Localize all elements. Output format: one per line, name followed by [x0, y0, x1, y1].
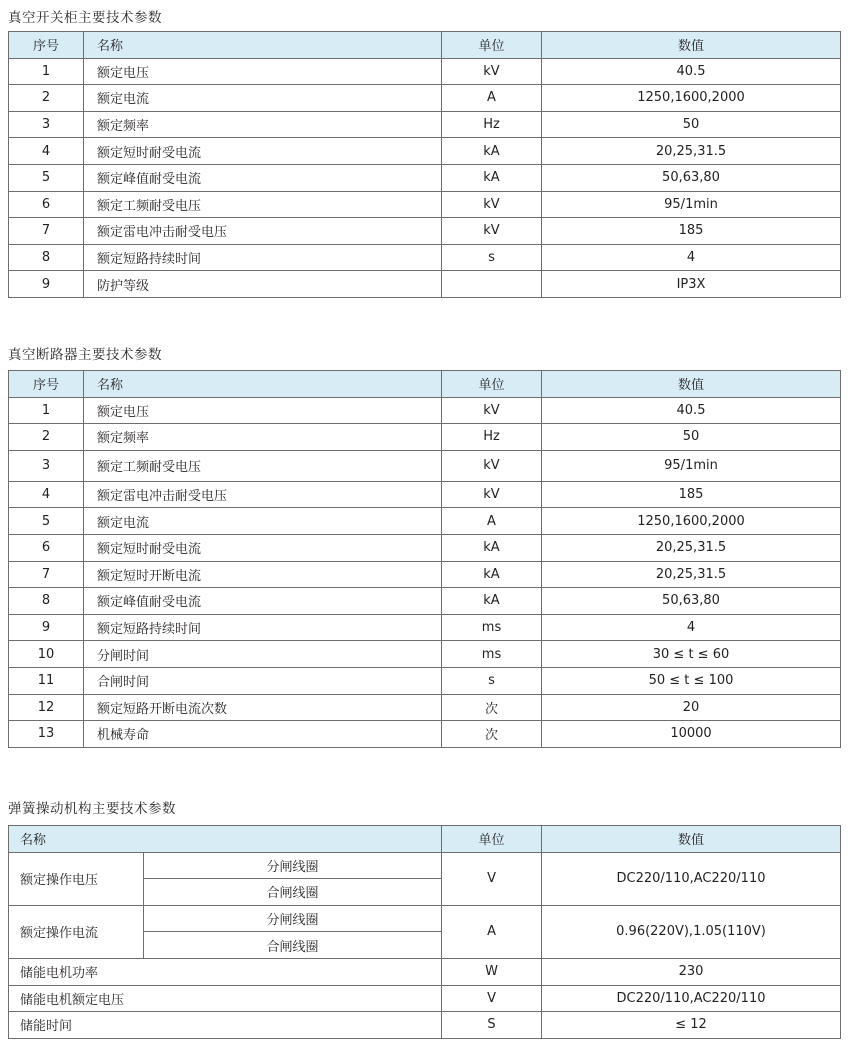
param-name: 额定电压: [84, 397, 442, 424]
header-name: 名称: [84, 32, 442, 59]
header-index: 序号: [9, 371, 84, 398]
table-row: [9, 641, 841, 668]
param-name: 额定电压: [84, 58, 442, 85]
param-unit: ms: [442, 641, 542, 668]
table-row-operating-current-opening: [9, 905, 841, 932]
param-index: 8: [9, 244, 84, 271]
table-header-row: [9, 371, 841, 398]
param-name: 额定峰值耐受电流: [84, 588, 442, 615]
param-name: 储能电机额定电压: [9, 985, 442, 1012]
param-index: 2: [9, 424, 84, 451]
param-unit: V: [442, 985, 542, 1012]
opening-coil-label: 分闸线圈: [144, 905, 442, 932]
table-row: [9, 271, 841, 298]
param-name: 机械寿命: [84, 721, 442, 748]
param-value: DC220/110,AC220/110: [542, 985, 841, 1012]
table-row: [9, 958, 841, 985]
param-unit: s: [442, 667, 542, 694]
table-row: [9, 397, 841, 424]
table-row: [9, 58, 841, 85]
table-row: [9, 534, 841, 561]
table-row: [9, 614, 841, 641]
table-row-operating-voltage-opening: [9, 852, 841, 879]
param-index: 11: [9, 667, 84, 694]
header-value: 数值: [542, 371, 841, 398]
param-index: 12: [9, 694, 84, 721]
param-unit: Hz: [442, 111, 542, 138]
header-index: 序号: [9, 32, 84, 59]
param-index: 10: [9, 641, 84, 668]
param-value: 230: [542, 958, 841, 985]
param-index: 3: [9, 111, 84, 138]
param-value: 20: [542, 694, 841, 721]
param-index: 7: [9, 561, 84, 588]
table-row: [9, 191, 841, 218]
param-value: 1250,1600,2000: [542, 85, 841, 112]
param-unit: kA: [442, 164, 542, 191]
param-name: 额定峰值耐受电流: [84, 164, 442, 191]
param-name: 防护等级: [84, 271, 442, 298]
param-name: 额定短时耐受电流: [84, 138, 442, 165]
param-unit: kA: [442, 561, 542, 588]
param-value: 50: [542, 424, 841, 451]
table-header-row: [9, 32, 841, 59]
param-name: 额定短时耐受电流: [84, 534, 442, 561]
param-unit: 次: [442, 694, 542, 721]
switchgear-parameters-table: [8, 31, 841, 298]
param-value: 50,63,80: [542, 164, 841, 191]
table-row: [9, 138, 841, 165]
param-value: 20,25,31.5: [542, 534, 841, 561]
param-unit: Hz: [442, 424, 542, 451]
param-name: 额定频率: [84, 424, 442, 451]
param-value: 40.5: [542, 397, 841, 424]
header-name: 名称: [9, 826, 442, 853]
param-unit: kV: [442, 481, 542, 508]
param-value: 1250,1600,2000: [542, 508, 841, 535]
table-header-row: [9, 826, 841, 853]
closing-coil-label: 合闸线圈: [144, 879, 442, 906]
param-value: 40.5: [542, 58, 841, 85]
table-row: [9, 85, 841, 112]
param-index: 9: [9, 271, 84, 298]
param-unit: kA: [442, 138, 542, 165]
header-name: 名称: [84, 371, 442, 398]
param-name: 储能电机功率: [9, 958, 442, 985]
table-row: [9, 694, 841, 721]
param-unit: S: [442, 1012, 542, 1039]
table-row: [9, 721, 841, 748]
header-unit: 单位: [442, 32, 542, 59]
param-index: 2: [9, 85, 84, 112]
operating-current-value: 0.96(220V),1.05(110V): [542, 905, 841, 958]
header-unit: 单位: [442, 371, 542, 398]
table-row: [9, 1012, 841, 1039]
param-name: 额定电流: [84, 85, 442, 112]
param-value: 95/1min: [542, 191, 841, 218]
param-name: 额定工频耐受电压: [84, 191, 442, 218]
param-index: 7: [9, 218, 84, 245]
table-row: [9, 561, 841, 588]
param-name: 分闸时间: [84, 641, 442, 668]
table-row: [9, 218, 841, 245]
param-name: 额定工频耐受电压: [84, 450, 442, 481]
param-unit: kA: [442, 534, 542, 561]
param-name: 额定电流: [84, 508, 442, 535]
param-index: 6: [9, 534, 84, 561]
param-unit: W: [442, 958, 542, 985]
param-unit: kV: [442, 397, 542, 424]
param-unit: A: [442, 85, 542, 112]
table-row: [9, 164, 841, 191]
table-row: [9, 424, 841, 451]
param-index: 4: [9, 481, 84, 508]
param-name: 额定短路持续时间: [84, 244, 442, 271]
table-row: [9, 508, 841, 535]
operating-voltage-value: DC220/110,AC220/110: [542, 852, 841, 905]
param-index: 9: [9, 614, 84, 641]
param-unit: kV: [442, 58, 542, 85]
param-unit: kV: [442, 191, 542, 218]
param-value: 50 ≤ t ≤ 100: [542, 667, 841, 694]
table-row: [9, 588, 841, 615]
table-row: [9, 111, 841, 138]
param-index: 6: [9, 191, 84, 218]
operating-current-name: 额定操作电流: [9, 905, 144, 958]
param-value: 4: [542, 614, 841, 641]
param-value: 185: [542, 481, 841, 508]
param-index: 1: [9, 397, 84, 424]
operating-voltage-unit: V: [442, 852, 542, 905]
table-row: [9, 450, 841, 481]
param-unit: 次: [442, 721, 542, 748]
closing-coil-label: 合闸线圈: [144, 932, 442, 959]
param-name: 额定频率: [84, 111, 442, 138]
param-name: 额定雷电冲击耐受电压: [84, 218, 442, 245]
param-value: 185: [542, 218, 841, 245]
param-value: 20,25,31.5: [542, 138, 841, 165]
operating-voltage-name: 额定操作电压: [9, 852, 144, 905]
param-index: 5: [9, 164, 84, 191]
header-value: 数值: [542, 32, 841, 59]
param-name: 合闸时间: [84, 667, 442, 694]
section-title-switchgear: 真空开关柜主要技术参数: [8, 10, 162, 26]
table-row: [9, 481, 841, 508]
section-title-mechanism: 弹簧操动机构主要技术参数: [8, 801, 176, 817]
param-index: 8: [9, 588, 84, 615]
param-unit: kV: [442, 218, 542, 245]
param-name: 额定雷电冲击耐受电压: [84, 481, 442, 508]
table-row: [9, 667, 841, 694]
param-value: 30 ≤ t ≤ 60: [542, 641, 841, 668]
param-name: 额定短时开断电流: [84, 561, 442, 588]
param-unit: ms: [442, 614, 542, 641]
header-unit: 单位: [442, 826, 542, 853]
param-unit: [442, 271, 542, 298]
param-value: 10000: [542, 721, 841, 748]
param-value: ≤ 12: [542, 1012, 841, 1039]
param-unit: A: [442, 508, 542, 535]
param-value: 4: [542, 244, 841, 271]
param-index: 1: [9, 58, 84, 85]
operating-current-unit: A: [442, 905, 542, 958]
breaker-parameters-table: [8, 370, 841, 748]
param-unit: s: [442, 244, 542, 271]
opening-coil-label: 分闸线圈: [144, 852, 442, 879]
table-row: [9, 244, 841, 271]
param-index: 4: [9, 138, 84, 165]
param-unit: kA: [442, 588, 542, 615]
param-name: 储能时间: [9, 1012, 442, 1039]
param-index: 13: [9, 721, 84, 748]
param-index: 3: [9, 450, 84, 481]
param-unit: kV: [442, 450, 542, 481]
param-name: 额定短路开断电流次数: [84, 694, 442, 721]
param-value: 50,63,80: [542, 588, 841, 615]
param-value: 20,25,31.5: [542, 561, 841, 588]
table-row: [9, 985, 841, 1012]
param-value: IP3X: [542, 271, 841, 298]
mechanism-parameters-table: [8, 825, 841, 1039]
param-value: 95/1min: [542, 450, 841, 481]
param-index: 5: [9, 508, 84, 535]
section-title-breaker: 真空断路器主要技术参数: [8, 347, 162, 363]
header-value: 数值: [542, 826, 841, 853]
param-value: 50: [542, 111, 841, 138]
param-name: 额定短路持续时间: [84, 614, 442, 641]
